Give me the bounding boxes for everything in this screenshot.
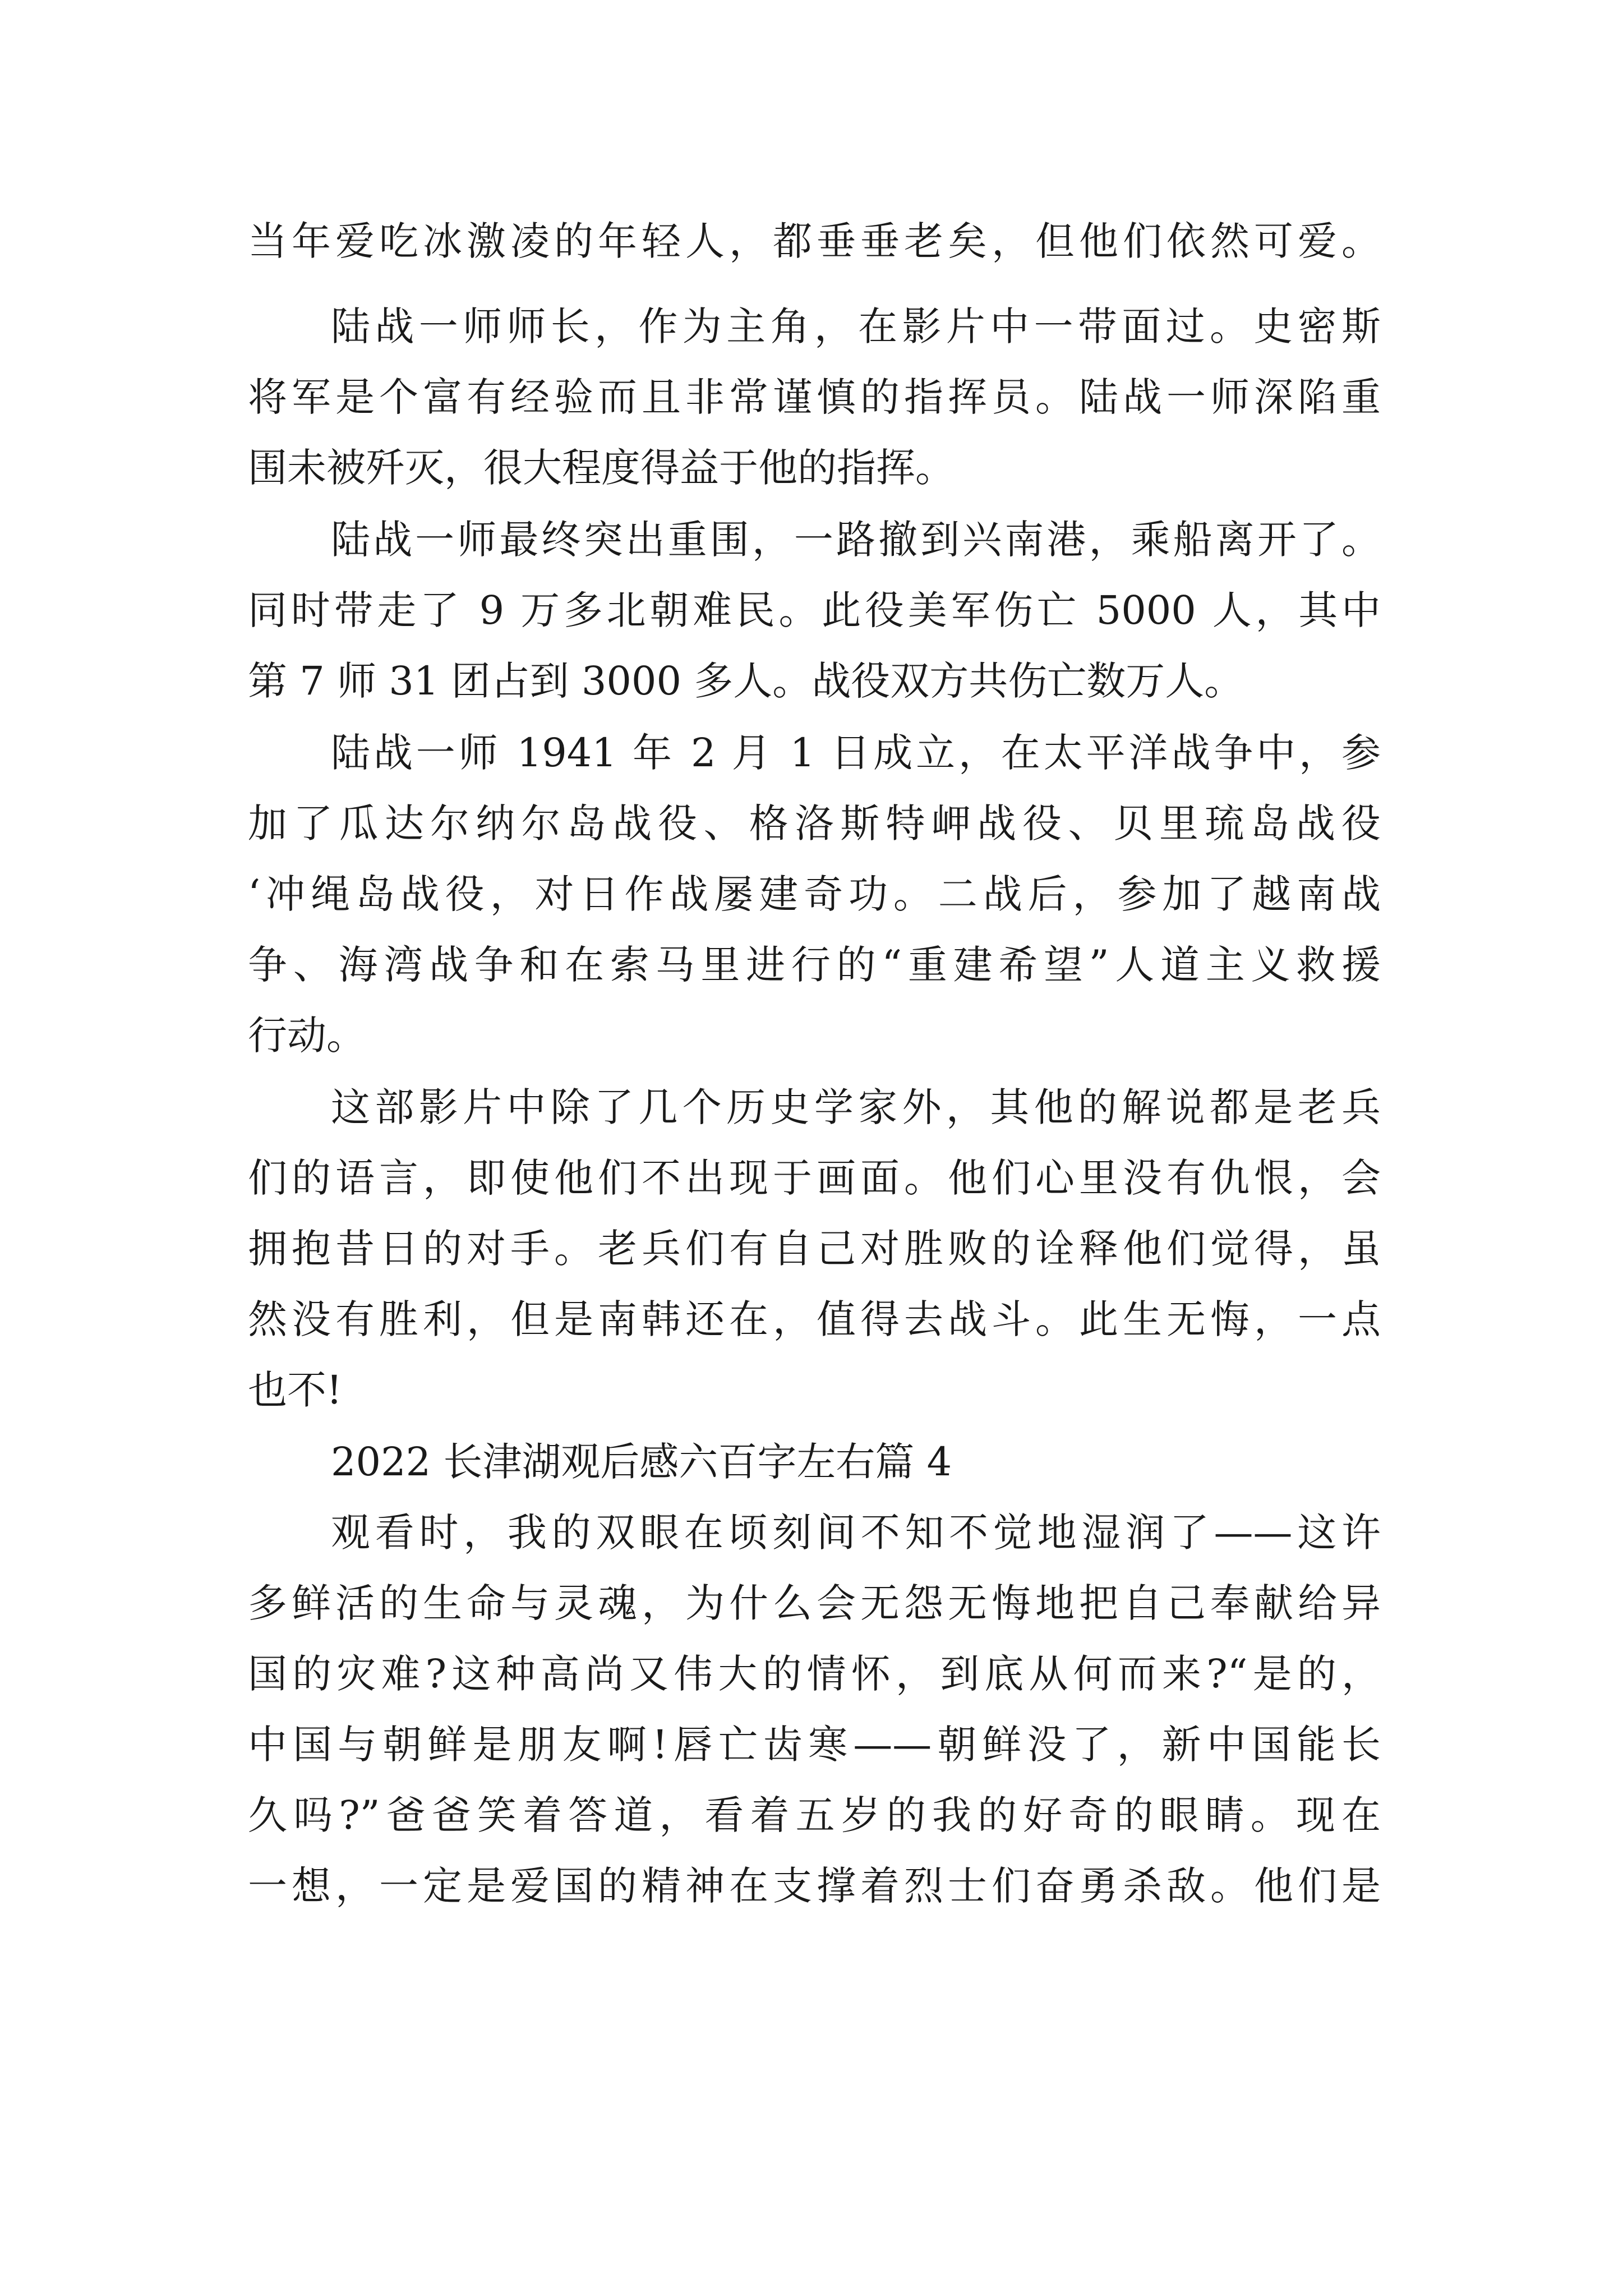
- paragraph-line: 然没有胜利，但是南韩还在，值得去战斗。此生无悔，一点: [248, 1296, 1381, 1342]
- section-heading: 2022 长津湖观后感六百字左右篇 4: [331, 1439, 952, 1485]
- paragraph-line: 多鲜活的生命与灵魂，为什么会无怨无悔地把自己奉献给异: [248, 1580, 1381, 1626]
- paragraph-line: 同时带走了 9 万多北朝难民。此役美军伤亡 5000 人，其中: [248, 587, 1381, 633]
- paragraph-line: 争、海湾战争和在索马里进行的“重建希望”人道主义救援: [248, 942, 1381, 988]
- paragraph-line: 也不!: [248, 1367, 343, 1413]
- paragraph-line: 们的语言，即使他们不出现于画面。他们心里没有仇恨，会: [248, 1155, 1381, 1201]
- paragraph-line: 观看时，我的双眼在顷刻间不知不觉地湿润了——这许: [331, 1510, 1381, 1556]
- paragraph-line: 一想，一定是爱国的精神在支撑着烈士们奋勇杀敌。他们是: [248, 1863, 1381, 1909]
- paragraph-line: 围未被歼灭，很大程度得益于他的指挥。: [248, 445, 955, 491]
- paragraph-line: 这部影片中除了几个历史学家外，其他的解说都是老兵: [331, 1084, 1381, 1130]
- paragraph-line: 将军是个富有经验而且非常谨慎的指挥员。陆战一师深陷重: [248, 374, 1381, 420]
- paragraph-line: 中国与朝鲜是朋友啊!唇亡齿寒——朝鲜没了，新中国能长: [248, 1722, 1381, 1768]
- paragraph-line: 国的灾难?这种高尚又伟大的情怀，到底从何而来?“是的，: [248, 1651, 1381, 1697]
- paragraph-line: 当年爱吃冰激凌的年轻人，都垂垂老矣，但他们依然可爱。: [248, 218, 1381, 264]
- paragraph-line: 陆战一师最终突出重围，一路撤到兴南港，乘船离开了。: [331, 517, 1381, 563]
- paragraph-line: 拥抱昔日的对手。老兵们有自己对胜败的诠释他们觉得，虽: [248, 1226, 1381, 1272]
- paragraph-line: 行动。: [248, 1013, 366, 1059]
- paragraph-line: 陆战一师 1941 年 2 月 1 日成立，在太平洋战争中，参: [331, 730, 1381, 776]
- paragraph-line: 陆战一师师长，作为主角，在影片中一带面过。史密斯: [331, 303, 1381, 349]
- paragraph-line: ‘冲绳岛战役，对日作战屡建奇功。二战后，参加了越南战: [248, 871, 1381, 917]
- paragraph-line: 久吗?”爸爸笑着答道，看着五岁的我的好奇的眼睛。现在: [248, 1792, 1381, 1838]
- paragraph-line: 第 7 师 31 团占到 3000 多人。战役双方共伤亡数万人。: [248, 658, 1244, 704]
- paragraph-line: 加了瓜达尔纳尔岛战役、格洛斯特岬战役、贝里琉岛战役: [248, 800, 1381, 846]
